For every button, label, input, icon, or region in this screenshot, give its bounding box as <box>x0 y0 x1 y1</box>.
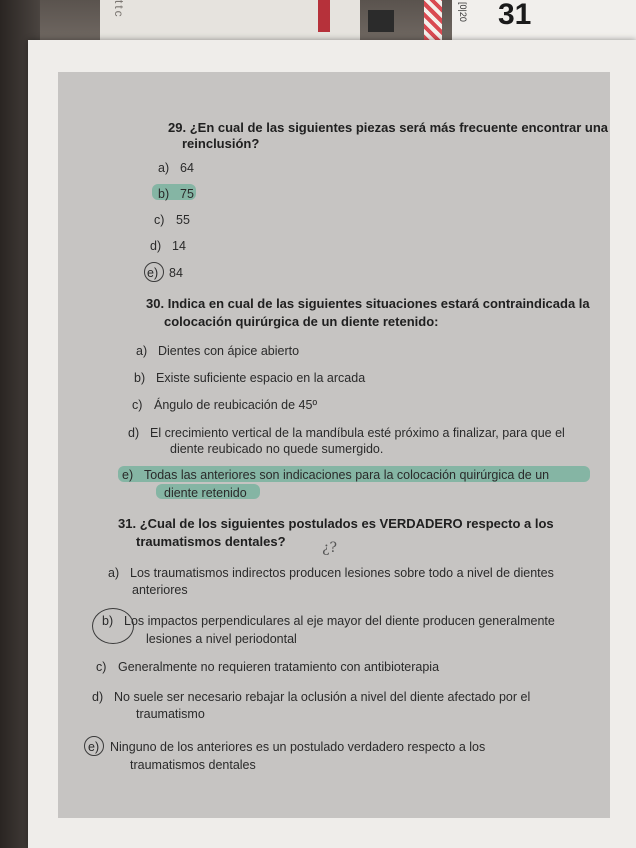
question-text: ¿En cual de las siguientes piezas será más frecuente encontrar una <box>189 120 609 135</box>
option-31-e[interactable]: e) Ninguno de los anteriores es un postulado verdadero respecto a los <box>88 740 486 754</box>
option-31-a[interactable]: a) Los traumatismos indirectos producen lesiones sobre todo a nivel de dientes <box>108 566 554 580</box>
option-31-b[interactable]: b) Los impactos perpendiculares al eje mayor del diente producen generalmente <box>102 614 555 628</box>
question-31-line1 <box>118 516 554 531</box>
option-29-b[interactable]: b) 75 <box>158 187 194 201</box>
question-31-line2: traumatismos dentales? <box>136 534 286 549</box>
option-29-d[interactable]: d) 14 <box>150 239 186 253</box>
option-31-d[interactable]: d) No suele ser necesario rebajar la oclusión a nivel del diente afectado por el <box>92 690 531 704</box>
option-30-d[interactable]: d) El crecimiento vertical de la mandíbula esté próximo a finalizar, para que el <box>128 426 565 440</box>
background-vertical-label: [0|20 <box>458 2 468 22</box>
question-text: Indica en cual de las siguientes situaciones estará contraindicada la <box>167 296 590 311</box>
question-number: 31. <box>118 516 137 531</box>
handwritten-mark: ¿? <box>322 540 338 556</box>
option-31-d-line2: traumatismo <box>136 707 205 721</box>
option-30-b[interactable]: b) Existe suficiente espacio en la arcada <box>134 371 366 385</box>
background-spine-text: ttc <box>112 0 126 19</box>
question-text: ¿Cual de los siguientes postulados es VERDADERO respecto a los <box>139 516 554 531</box>
question-number: 30. <box>146 296 165 311</box>
option-31-a-line2: anteriores <box>132 583 188 597</box>
question-30-line1 <box>146 296 590 311</box>
option-29-c[interactable]: c) 55 <box>154 213 190 227</box>
background-big-number: 31 <box>498 0 532 31</box>
option-30-a[interactable]: a) Dientes con ápice abierto <box>136 344 300 358</box>
option-29-a[interactable]: a) 64 <box>158 161 194 175</box>
option-30-e-line2: diente retenido <box>164 486 247 500</box>
option-30-e[interactable]: e) Todas las anteriores son indicaciones para la colocación quirúrgica de un <box>122 468 550 482</box>
question-30-line2: colocación quirúrgica de un diente retenido: <box>164 314 439 329</box>
question-29-line1 <box>168 120 608 135</box>
option-31-b-line2: lesiones a nivel periodontal <box>146 632 297 646</box>
question-29-line2: reinclusión? <box>182 136 260 151</box>
option-30-c[interactable]: c) Ángulo de reubicación de 45º <box>132 398 318 412</box>
option-31-c[interactable]: c) Generalmente no requieren tratamiento con antibioterapia <box>96 660 440 674</box>
option-29-e[interactable]: e) 84 <box>147 266 183 280</box>
option-30-d-line2: diente reubicado no quede sumergido. <box>170 442 384 456</box>
option-31-e-line2: traumatismos dentales <box>130 758 256 772</box>
question-number: 29. <box>168 120 187 135</box>
